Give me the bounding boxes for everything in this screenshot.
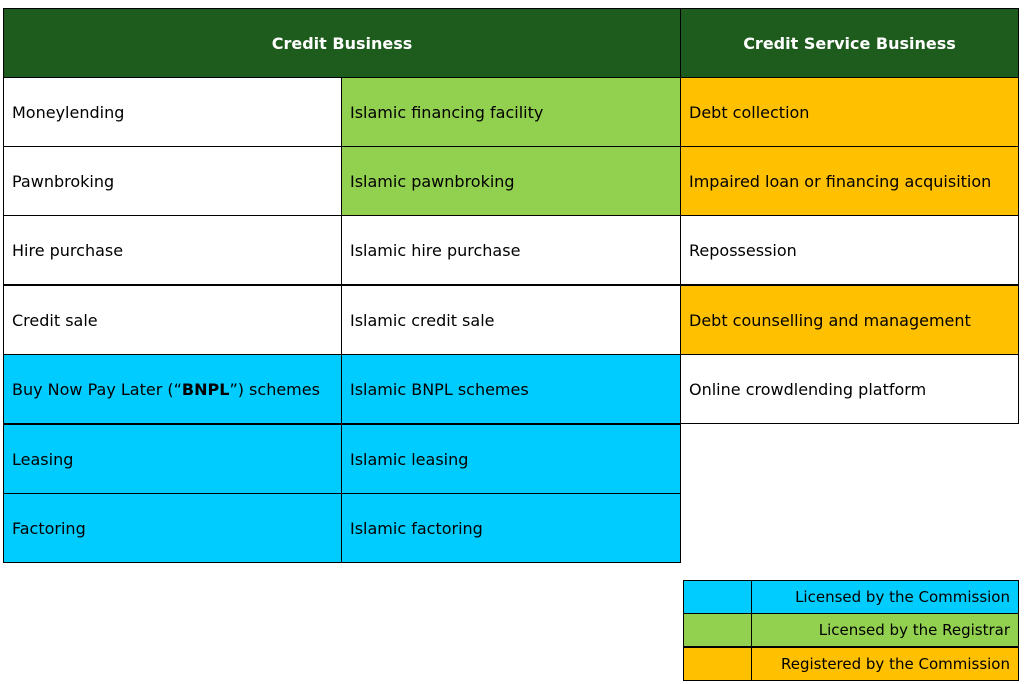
header-credit-business: Credit Business <box>3 8 681 78</box>
cell-islamic-leasing: Islamic leasing <box>341 424 681 494</box>
header-credit-service-business: Credit Service Business <box>680 8 1019 78</box>
cell-moneylending: Moneylending <box>3 77 342 147</box>
cell-repossession: Repossession <box>680 215 1019 285</box>
cell-bnpl-schemes <box>3 354 342 424</box>
cell-impaired-loan-acquisition: Impaired loan or financing acquisition <box>680 146 1019 216</box>
cell-online-crowdlending: Online crowdlending platform <box>680 354 1019 424</box>
cell-factoring: Factoring <box>3 493 342 563</box>
bnpl-prefix: Buy Now Pay Later (“ <box>12 379 182 399</box>
cell-hire-purchase: Hire purchase <box>3 215 342 285</box>
legend-label-commission-licensed: Licensed by the Commission <box>751 580 1019 614</box>
bnpl-bold: BNPL <box>181 379 230 399</box>
legend-swatch-commission-licensed <box>683 580 752 614</box>
cell-debt-collection: Debt collection <box>680 77 1019 147</box>
cell-islamic-credit-sale: Islamic credit sale <box>341 285 681 355</box>
cell-debt-counselling: Debt counselling and management <box>680 285 1019 355</box>
cell-islamic-bnpl-schemes: Islamic BNPL schemes <box>341 354 681 424</box>
cell-islamic-factoring: Islamic factoring <box>341 493 681 563</box>
cell-leasing: Leasing <box>3 424 342 494</box>
cell-pawnbroking: Pawnbroking <box>3 146 342 216</box>
cell-islamic-financing-facility: Islamic financing facility <box>341 77 681 147</box>
legend-label-registrar-licensed: Licensed by the Registrar <box>751 613 1019 647</box>
legend-swatch-registrar-licensed <box>683 613 752 647</box>
legend-swatch-commission-registered <box>683 647 752 681</box>
cell-credit-sale: Credit sale <box>3 285 342 355</box>
cell-islamic-hire-purchase: Islamic hire purchase <box>341 215 681 285</box>
cell-islamic-pawnbroking: Islamic pawnbroking <box>341 146 681 216</box>
bnpl-suffix: ”) schemes <box>229 379 320 399</box>
legend-label-commission-registered: Registered by the Commission <box>751 647 1019 681</box>
